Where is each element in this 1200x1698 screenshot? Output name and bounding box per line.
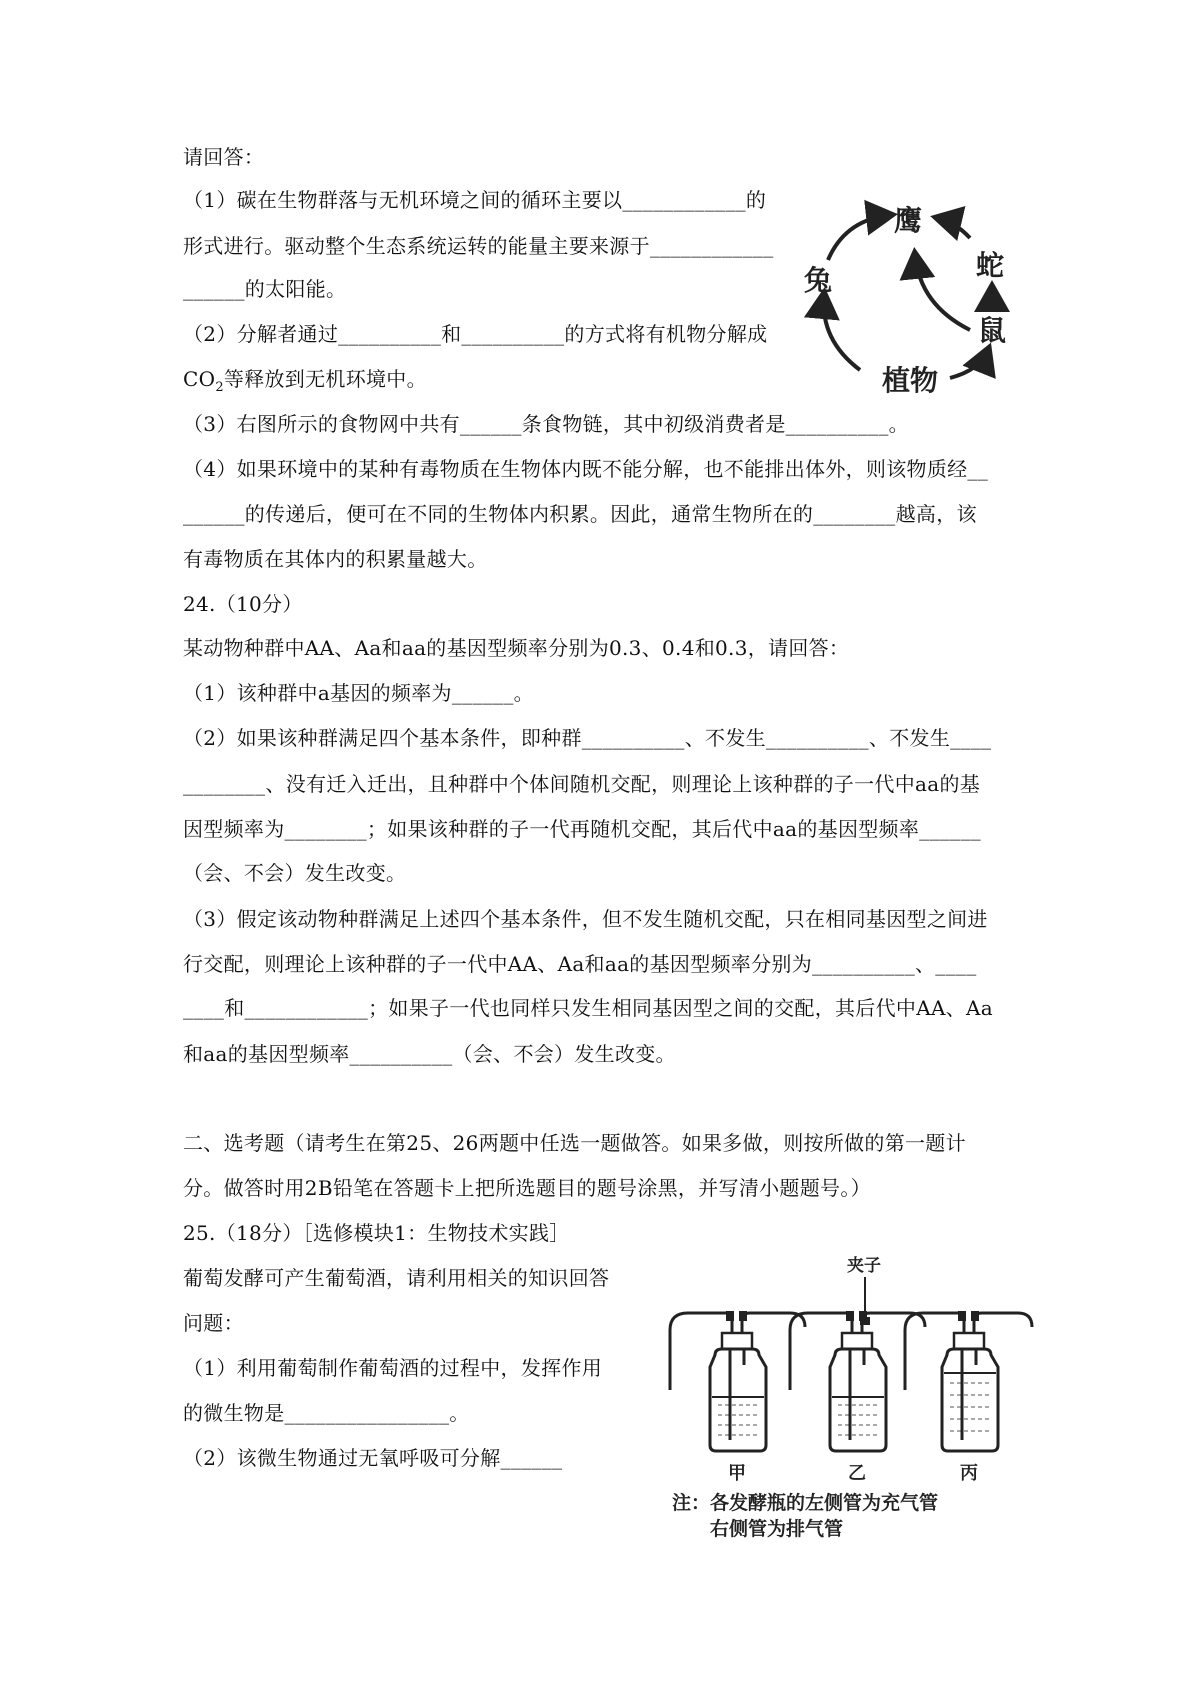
section2-line1: 二、选考题（请考生在第25、26两题中任选一题做答。如果多做，则按所做的第一题计 — [183, 1131, 966, 1155]
q23-part2-line2 — [183, 365, 427, 402]
q23-part4-line2: ______的传递后，便可在不同的生物体内积累。因此，通常生物所在的________越高，该 — [183, 502, 977, 526]
q24-part3-line4: 和aa的基因型频率__________（会、不会）发生改变。 — [183, 1042, 676, 1066]
arrow-plant-to-rabbit — [824, 295, 860, 370]
q23-part2-line2-rest: 等释放到无机环境中。 — [223, 367, 427, 391]
q25-part2-line1: （2）该微生物通过无氧呼吸可分解______ — [183, 1446, 563, 1470]
arrow-rabbit-to-eagle — [828, 215, 890, 260]
note-line1: 注：各发酵瓶的左侧管为充气管 — [672, 1492, 939, 1514]
arrow-snake-to-eagle — [938, 218, 970, 238]
q24-title: 24.（10分） — [183, 592, 303, 616]
q23-part3: （3）右图所示的食物网中共有______条食物链，其中初级消费者是__________。 — [183, 412, 909, 436]
label-bing: 丙 — [960, 1463, 978, 1484]
q24-part1: （1）该种群中a基因的频率为______。 — [183, 681, 534, 705]
fermentation-bottles-diagram — [660, 1255, 1060, 1545]
note-line2: 右侧管为排气管 — [710, 1518, 844, 1540]
q25-part1-line1: （1）利用葡萄制作葡萄酒的过程中，发挥作用 — [183, 1356, 603, 1380]
section2-line2: 分。做答时用2B铅笔在答题卡上把所选题目的题号涂黑，并写清小题题号。） — [183, 1176, 871, 1200]
bottle-jia — [670, 1311, 805, 1451]
q24-part2-line4: （会、不会）发生改变。 — [183, 861, 407, 885]
label-jia: 甲 — [728, 1463, 746, 1484]
node-rabbit: 兔 — [804, 264, 833, 297]
q23-part1-line1: （1）碳在生物群落与无机环境之间的循环主要以____________的 — [183, 188, 767, 212]
q23-part4-line1: （4）如果环境中的某种有毒物质在生物体内既不能分解，也不能排出体外，则该物质经__ — [183, 457, 989, 481]
q25-title: 25.（18分）［选修模块1：生物技术实践］ — [183, 1221, 570, 1245]
q24-part2-line3: 因型频率为________；如果该种群的子一代再随机交配，其后代中aa的基因型频率______ — [183, 817, 981, 841]
bottle-bing — [905, 1311, 1032, 1451]
q25-part1-line2: 的微生物是________________。 — [183, 1401, 470, 1425]
node-snake: 蛇 — [976, 249, 1005, 282]
q23-part4-line3: 有毒物质在其体内的积累量越大。 — [183, 547, 488, 571]
q23-intro: 请回答： — [183, 145, 265, 169]
arrow-plant-to-mouse — [950, 350, 988, 378]
clip-label: 夹子 — [847, 1256, 881, 1276]
arrow-mouse-to-eagle — [915, 255, 970, 330]
q25-intro-line2: 问题： — [183, 1311, 244, 1335]
q24-intro: 某动物种群中AA、Aa和aa的基因型频率分别为0.3、0.4和0.3，请回答： — [183, 636, 850, 660]
co2-subscript: 2 — [215, 380, 224, 395]
q24-part2-line1: （2）如果该种群满足四个基本条件，即种群__________、不发生__________、不发生____ — [183, 726, 992, 750]
label-yi: 乙 — [848, 1463, 866, 1484]
q24-part3-line3: ____和____________；如果子一代也同样只发生相同基因型之间的交配，其后代中AA、Aa — [183, 996, 993, 1020]
q24-part3-line2: 行交配，则理论上该种群的子一代中AA、Aa和aa的基因型频率分别为__________、____ — [183, 952, 977, 976]
node-eagle: 鹰 — [894, 204, 923, 237]
q23-part1-line3: ______的太阳能。 — [183, 277, 347, 301]
q24-part2-line2: ________、没有迁入迁出，且种群中个体间随机交配，则理论上该种群的子一代中aa的基 — [183, 772, 981, 796]
food-web-diagram — [804, 200, 1010, 400]
co2-text: CO — [183, 367, 216, 391]
node-plant: 植物 — [882, 364, 939, 397]
q23-part1-line2: 形式进行。驱动整个生态系统运转的能量主要来源于____________ — [183, 234, 774, 258]
node-mouse: 鼠 — [978, 314, 1007, 347]
q25-intro-line1: 葡萄发酵可产生葡萄酒，请利用相关的知识回答 — [183, 1266, 610, 1290]
q23-part2-line1: （2）分解者通过__________和__________的方式将有机物分解成 — [183, 322, 768, 346]
q24-part3-line1: （3）假定该动物种群满足上述四个基本条件，但不发生随机交配，只在相同基因型之间进 — [183, 907, 988, 931]
